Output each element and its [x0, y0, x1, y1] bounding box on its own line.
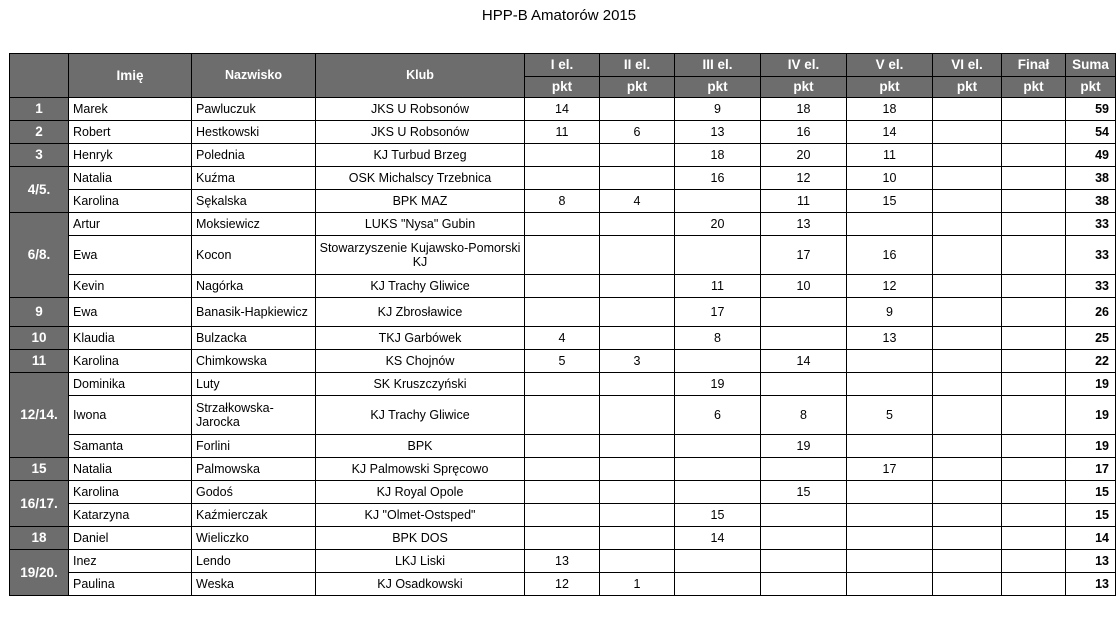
score-cell	[847, 481, 933, 504]
score-cell: 8	[525, 190, 600, 213]
score-cell: 17	[847, 458, 933, 481]
table-row	[10, 550, 1116, 573]
table-row	[10, 527, 1116, 550]
score-cell	[933, 236, 1002, 275]
sum-cell: 33	[1066, 236, 1116, 275]
club-cell: KJ Royal Opole	[316, 481, 525, 504]
score-cell	[933, 275, 1002, 298]
score-cell	[933, 527, 1002, 550]
place-cell: 3	[10, 144, 69, 167]
last-name-cell: Bulzacka	[192, 327, 316, 350]
score-cell	[675, 458, 761, 481]
score-cell	[1002, 98, 1066, 121]
header-unit: pkt	[675, 77, 761, 98]
score-cell	[675, 481, 761, 504]
score-cell: 13	[525, 550, 600, 573]
header-unit: pkt	[761, 77, 847, 98]
score-cell: 9	[847, 298, 933, 327]
place-cell: 18	[10, 527, 69, 550]
score-cell: 4	[600, 190, 675, 213]
score-cell: 11	[761, 190, 847, 213]
header-round-1: I el.	[525, 54, 600, 77]
first-name-cell: Iwona	[69, 396, 192, 435]
score-cell	[525, 458, 600, 481]
score-cell: 10	[847, 167, 933, 190]
table-row	[10, 144, 1116, 167]
sum-cell: 33	[1066, 275, 1116, 298]
header-final: Finał	[1002, 54, 1066, 77]
score-cell	[675, 350, 761, 373]
score-cell: 16	[675, 167, 761, 190]
table-row	[10, 458, 1116, 481]
header-round-6: VI el.	[933, 54, 1002, 77]
score-cell	[847, 435, 933, 458]
score-cell	[525, 236, 600, 275]
last-name-cell: Strzałkowska-Jarocka	[192, 396, 316, 435]
header-round-3: III el.	[675, 54, 761, 77]
first-name-cell: Karolina	[69, 350, 192, 373]
score-cell: 11	[847, 144, 933, 167]
score-cell: 6	[675, 396, 761, 435]
score-cell	[847, 373, 933, 396]
sum-cell: 15	[1066, 481, 1116, 504]
score-cell: 17	[675, 298, 761, 327]
sum-cell: 38	[1066, 190, 1116, 213]
last-name-cell: Polednia	[192, 144, 316, 167]
sum-cell: 19	[1066, 396, 1116, 435]
sum-cell: 26	[1066, 298, 1116, 327]
score-cell	[600, 327, 675, 350]
score-cell	[600, 236, 675, 275]
results-table	[9, 53, 1116, 596]
table-row	[10, 373, 1116, 396]
header-unit: pkt	[847, 77, 933, 98]
place-cell: 4/5.	[10, 167, 69, 213]
score-cell: 14	[525, 98, 600, 121]
score-cell	[675, 236, 761, 275]
score-cell	[1002, 190, 1066, 213]
last-name-cell: Nagórka	[192, 275, 316, 298]
last-name-cell: Banasik-Hapkiewicz	[192, 298, 316, 327]
club-cell: JKS U Robsonów	[316, 121, 525, 144]
score-cell: 3	[600, 350, 675, 373]
score-cell	[933, 458, 1002, 481]
score-cell: 6	[600, 121, 675, 144]
header-round-4: IV el.	[761, 54, 847, 77]
first-name-cell: Daniel	[69, 527, 192, 550]
score-cell	[525, 504, 600, 527]
score-cell	[761, 373, 847, 396]
score-cell	[600, 504, 675, 527]
score-cell	[600, 167, 675, 190]
score-cell: 16	[761, 121, 847, 144]
place-cell: 15	[10, 458, 69, 481]
score-cell: 1	[600, 573, 675, 596]
club-cell: JKS U Robsonów	[316, 98, 525, 121]
score-cell	[525, 144, 600, 167]
score-cell	[525, 396, 600, 435]
first-name-cell: Ewa	[69, 298, 192, 327]
first-name-cell: Kevin	[69, 275, 192, 298]
score-cell	[675, 550, 761, 573]
score-cell	[933, 481, 1002, 504]
club-cell: TKJ Garbówek	[316, 327, 525, 350]
score-cell	[933, 121, 1002, 144]
table-row	[10, 298, 1116, 327]
score-cell: 12	[847, 275, 933, 298]
sum-cell: 22	[1066, 350, 1116, 373]
club-cell: KS Chojnów	[316, 350, 525, 373]
score-cell	[933, 190, 1002, 213]
place-cell: 1	[10, 98, 69, 121]
score-cell: 18	[761, 98, 847, 121]
sum-cell: 13	[1066, 573, 1116, 596]
sum-cell: 19	[1066, 435, 1116, 458]
score-cell: 12	[525, 573, 600, 596]
last-name-cell: Lendo	[192, 550, 316, 573]
sum-cell: 33	[1066, 213, 1116, 236]
score-cell: 9	[675, 98, 761, 121]
last-name-cell: Forlini	[192, 435, 316, 458]
sum-cell: 14	[1066, 527, 1116, 550]
table-row	[10, 275, 1116, 298]
place-cell: 2	[10, 121, 69, 144]
score-cell	[847, 550, 933, 573]
score-cell	[1002, 458, 1066, 481]
last-name-cell: Kocon	[192, 236, 316, 275]
first-name-cell: Klaudia	[69, 327, 192, 350]
score-cell	[675, 573, 761, 596]
score-cell: 18	[675, 144, 761, 167]
header-imie: Imię	[69, 54, 192, 98]
header-nazwisko: Nazwisko	[192, 54, 316, 98]
score-cell: 5	[525, 350, 600, 373]
score-cell	[600, 458, 675, 481]
table-row	[10, 504, 1116, 527]
last-name-cell: Godoś	[192, 481, 316, 504]
first-name-cell: Samanta	[69, 435, 192, 458]
table-row	[10, 167, 1116, 190]
score-cell	[1002, 213, 1066, 236]
sum-cell: 59	[1066, 98, 1116, 121]
last-name-cell: Pawluczuk	[192, 98, 316, 121]
header-klub: Klub	[316, 54, 525, 98]
score-cell: 5	[847, 396, 933, 435]
header-unit: pkt	[525, 77, 600, 98]
score-cell	[847, 573, 933, 596]
place-cell: 10	[10, 327, 69, 350]
score-cell	[525, 481, 600, 504]
header-round-2: II el.	[600, 54, 675, 77]
score-cell	[933, 298, 1002, 327]
score-cell: 15	[675, 504, 761, 527]
score-cell: 13	[847, 327, 933, 350]
score-cell	[1002, 275, 1066, 298]
first-name-cell: Henryk	[69, 144, 192, 167]
score-cell	[933, 550, 1002, 573]
first-name-cell: Natalia	[69, 458, 192, 481]
sum-cell: 17	[1066, 458, 1116, 481]
score-cell	[933, 504, 1002, 527]
sum-cell: 19	[1066, 373, 1116, 396]
score-cell	[600, 275, 675, 298]
score-cell	[847, 527, 933, 550]
score-cell	[1002, 396, 1066, 435]
score-cell	[525, 213, 600, 236]
score-cell	[1002, 373, 1066, 396]
table-body	[10, 98, 1116, 596]
score-cell	[600, 481, 675, 504]
page-title: HPP-B Amatorów 2015	[481, 7, 637, 24]
first-name-cell: Dominika	[69, 373, 192, 396]
table-row	[10, 327, 1116, 350]
table-row	[10, 98, 1116, 121]
score-cell	[1002, 481, 1066, 504]
score-cell	[1002, 236, 1066, 275]
club-cell: KJ Trachy Gliwice	[316, 275, 525, 298]
club-cell: KJ "Olmet-Ostsped"	[316, 504, 525, 527]
club-cell: KJ Trachy Gliwice	[316, 396, 525, 435]
score-cell: 8	[675, 327, 761, 350]
table-row	[10, 236, 1116, 275]
table-row	[10, 190, 1116, 213]
score-cell: 11	[675, 275, 761, 298]
sum-cell: 15	[1066, 504, 1116, 527]
place-cell: 19/20.	[10, 550, 69, 596]
score-cell	[933, 327, 1002, 350]
score-cell	[761, 298, 847, 327]
score-cell	[1002, 527, 1066, 550]
table-row	[10, 435, 1116, 458]
club-cell: BPK	[316, 435, 525, 458]
place-cell: 9	[10, 298, 69, 327]
score-cell	[1002, 121, 1066, 144]
score-cell	[933, 213, 1002, 236]
score-cell	[525, 373, 600, 396]
last-name-cell: Hestkowski	[192, 121, 316, 144]
first-name-cell: Ewa	[69, 236, 192, 275]
score-cell: 15	[761, 481, 847, 504]
score-cell	[675, 435, 761, 458]
score-cell	[600, 98, 675, 121]
header-place	[10, 54, 69, 98]
score-cell	[761, 504, 847, 527]
club-cell: KJ Palmowski Spręcowo	[316, 458, 525, 481]
score-cell	[761, 458, 847, 481]
score-cell: 13	[675, 121, 761, 144]
score-cell	[600, 298, 675, 327]
score-cell: 18	[847, 98, 933, 121]
score-cell	[675, 190, 761, 213]
score-cell	[525, 167, 600, 190]
club-cell: LKJ Liski	[316, 550, 525, 573]
score-cell: 15	[847, 190, 933, 213]
score-cell	[933, 167, 1002, 190]
club-cell: SK Kruszczyński	[316, 373, 525, 396]
score-cell: 20	[761, 144, 847, 167]
last-name-cell: Moksiewicz	[192, 213, 316, 236]
score-cell	[1002, 350, 1066, 373]
score-cell: 17	[761, 236, 847, 275]
sum-cell: 25	[1066, 327, 1116, 350]
score-cell	[933, 350, 1002, 373]
score-cell	[761, 327, 847, 350]
club-cell: KJ Turbud Brzeg	[316, 144, 525, 167]
score-cell	[933, 373, 1002, 396]
sum-cell: 13	[1066, 550, 1116, 573]
sum-cell: 54	[1066, 121, 1116, 144]
last-name-cell: Wieliczko	[192, 527, 316, 550]
score-cell	[847, 350, 933, 373]
sum-cell: 49	[1066, 144, 1116, 167]
table-row	[10, 121, 1116, 144]
club-cell: OSK Michalscy Trzebnica	[316, 167, 525, 190]
place-cell: 16/17.	[10, 481, 69, 527]
club-cell: KJ Zbrosławice	[316, 298, 525, 327]
score-cell	[600, 550, 675, 573]
score-cell: 19	[761, 435, 847, 458]
score-cell: 20	[675, 213, 761, 236]
score-cell	[761, 527, 847, 550]
header-unit: pkt	[1002, 77, 1066, 98]
table-row	[10, 573, 1116, 596]
score-cell	[600, 373, 675, 396]
score-cell	[847, 504, 933, 527]
table-row	[10, 396, 1116, 435]
score-cell: 11	[525, 121, 600, 144]
first-name-cell: Paulina	[69, 573, 192, 596]
score-cell: 14	[761, 350, 847, 373]
header-unit: pkt	[933, 77, 1002, 98]
score-cell	[933, 144, 1002, 167]
score-cell	[600, 144, 675, 167]
score-cell	[761, 573, 847, 596]
header-unit: pkt	[1066, 77, 1116, 98]
score-cell	[525, 435, 600, 458]
score-cell: 4	[525, 327, 600, 350]
score-cell: 12	[761, 167, 847, 190]
sum-cell: 38	[1066, 167, 1116, 190]
table-header	[10, 54, 1116, 98]
score-cell	[1002, 435, 1066, 458]
table-row	[10, 481, 1116, 504]
score-cell	[1002, 573, 1066, 596]
last-name-cell: Kaźmierczak	[192, 504, 316, 527]
score-cell	[525, 298, 600, 327]
score-cell: 16	[847, 236, 933, 275]
header-unit: pkt	[600, 77, 675, 98]
score-cell	[600, 213, 675, 236]
place-cell: 6/8.	[10, 213, 69, 298]
score-cell: 13	[761, 213, 847, 236]
last-name-cell: Palmowska	[192, 458, 316, 481]
header-suma: Suma	[1066, 54, 1116, 77]
club-cell: BPK MAZ	[316, 190, 525, 213]
place-cell: 12/14.	[10, 373, 69, 458]
table-row	[10, 213, 1116, 236]
first-name-cell: Inez	[69, 550, 192, 573]
score-cell	[525, 275, 600, 298]
score-cell: 8	[761, 396, 847, 435]
score-cell	[933, 396, 1002, 435]
table-row	[10, 350, 1116, 373]
place-cell: 11	[10, 350, 69, 373]
club-cell: BPK DOS	[316, 527, 525, 550]
score-cell: 10	[761, 275, 847, 298]
first-name-cell: Karolina	[69, 190, 192, 213]
score-cell	[600, 527, 675, 550]
score-cell	[847, 213, 933, 236]
first-name-cell: Marek	[69, 98, 192, 121]
last-name-cell: Kuźma	[192, 167, 316, 190]
score-cell	[1002, 144, 1066, 167]
first-name-cell: Natalia	[69, 167, 192, 190]
last-name-cell: Sękalska	[192, 190, 316, 213]
score-cell	[600, 435, 675, 458]
club-cell: Stowarzyszenie Kujawsko-Pomorski KJ	[316, 236, 525, 275]
first-name-cell: Karolina	[69, 481, 192, 504]
score-cell	[1002, 327, 1066, 350]
score-cell: 14	[847, 121, 933, 144]
score-cell: 14	[675, 527, 761, 550]
last-name-cell: Weska	[192, 573, 316, 596]
score-cell	[525, 527, 600, 550]
score-cell	[761, 550, 847, 573]
first-name-cell: Katarzyna	[69, 504, 192, 527]
score-cell	[1002, 298, 1066, 327]
score-cell	[600, 396, 675, 435]
score-cell: 19	[675, 373, 761, 396]
score-cell	[1002, 550, 1066, 573]
first-name-cell: Robert	[69, 121, 192, 144]
score-cell	[933, 98, 1002, 121]
last-name-cell: Chimkowska	[192, 350, 316, 373]
score-cell	[933, 573, 1002, 596]
club-cell: KJ Osadkowski	[316, 573, 525, 596]
first-name-cell: Artur	[69, 213, 192, 236]
last-name-cell: Luty	[192, 373, 316, 396]
score-cell	[1002, 504, 1066, 527]
score-cell	[933, 435, 1002, 458]
club-cell: LUKS "Nysa" Gubin	[316, 213, 525, 236]
score-cell	[1002, 167, 1066, 190]
header-round-5: V el.	[847, 54, 933, 77]
